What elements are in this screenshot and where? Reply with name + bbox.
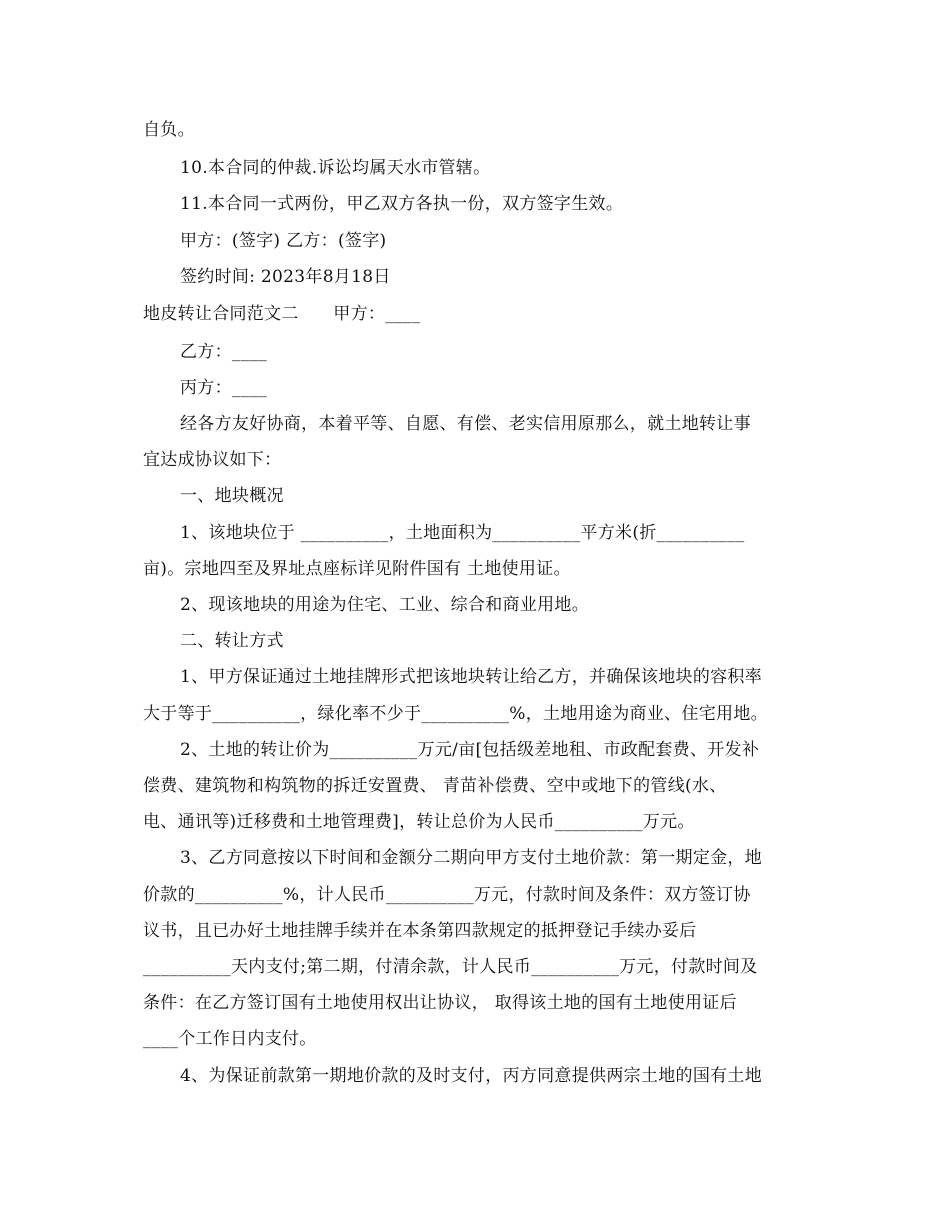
text-line: 11.本合同一式两份，甲乙双方各执一份，双方签字生效。 — [180, 194, 624, 214]
text-line: __________天内支付;第二期，付清余款，计人民币__________万元，付款时间及 — [143, 957, 758, 977]
text-line: 甲方：(签字) 乙方：(签字) — [180, 231, 387, 251]
text-line: 乙方：____ — [180, 342, 268, 362]
text-line: 条件：在乙方签订国有土地使用权出让协议， 取得该土地的国有土地使用证后 — [143, 993, 737, 1013]
text-line: 经各方友好协商，本着平等、自愿、有偿、老实信用原那么，就土地转让事 — [180, 414, 751, 434]
text-line: ____个工作日内支付。 — [143, 1029, 317, 1049]
section-heading: 地皮转让合同范文二 甲方：____ — [143, 304, 421, 324]
text-line: 丙方：____ — [180, 378, 268, 398]
text-line: 自负。 — [143, 120, 195, 140]
text-line: 一、地块概况 — [180, 486, 284, 506]
text-line: 4、为保证前款第一期地价款的及时支付，丙方同意提供两宗土地的国有土地 — [180, 1066, 763, 1086]
text-line: 1、该地块位于 __________，土地面积为__________平方米(折__________ — [180, 523, 745, 543]
text-line: 议书，且已办好土地挂牌手续并在本条第四款规定的抵押登记手续办妥后 — [143, 921, 697, 941]
text-line: 10.本合同的仲裁.诉讼均属天水市管辖。 — [180, 158, 491, 178]
text-line: 1、甲方保证通过土地挂牌形式把该地块转让给乙方，并确保该地块的容积率 — [180, 667, 763, 687]
text-line: 签约时间: 2023年8月18日 — [180, 267, 391, 287]
text-line: 亩)。宗地四至及界址点座标详见附件国有 土地使用证。 — [143, 559, 571, 579]
text-line: 3、乙方同意按以下时间和金额分二期向甲方支付土地价款：第一期定金，地 — [180, 848, 763, 868]
text-line: 宜达成协议如下： — [143, 450, 282, 470]
text-line: 偿费、建筑物和构筑物的拆迁安置费、 青苗补偿费、空中或地下的管线(水、 — [143, 776, 727, 796]
text-line: 2、现该地块的用途为住宅、工业、综合和商业用地。 — [180, 595, 590, 615]
text-line: 二、转让方式 — [180, 631, 284, 651]
text-line: 电、通讯等)迁移费和土地管理费]，转让总价为人民币__________万元。 — [143, 812, 695, 832]
text-line: 大于等于__________，绿化率不少于__________%，土地用途为商业、住宅用地。 — [143, 704, 768, 724]
text-line: 价款的__________%，计人民币__________万元，付款时间及条件：双方签订协 — [143, 885, 751, 905]
text-line: 2、土地的转让价为__________万元/亩[包括级差地租、市政配套费、开发补 — [180, 740, 760, 760]
